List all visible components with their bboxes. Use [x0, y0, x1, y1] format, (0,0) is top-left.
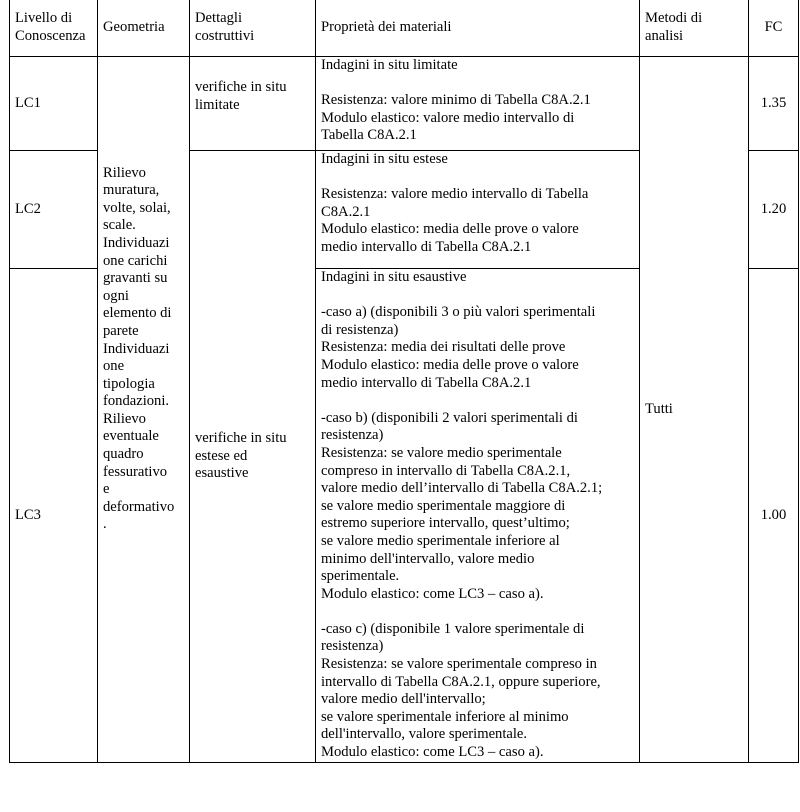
header-materials: Proprietà dei materiali — [316, 0, 640, 57]
details-shared-cell: verifiche in situ estese ed esaustive — [190, 151, 316, 763]
header-fc: FC — [749, 0, 799, 57]
methods-shared-cell: Tutti — [640, 57, 749, 763]
fc-lc2: 1.20 — [749, 151, 799, 269]
level-lc1: LC1 — [10, 57, 98, 151]
header-methods: Metodi di analisi — [640, 0, 749, 57]
materials-lc2: Indagini in situ estese Resistenza: valore medio intervallo di Tabella C8A.2.1 Modulo elastico: media delle prove o valore medio intervallo di Tabella C8A.2.1 — [316, 151, 640, 269]
materials-lc3: Indagini in situ esaustive -caso a) (disponibili 3 o più valori sperimentali di resistenza) Resistenza: media dei risultati delle prove Modulo elastico: media delle prove o valore medio intervallo di Tabella C8A.2.1 -caso b) (disponibili 2 valori sperimentali di resistenza) Resistenza: se valore medio sperimentale compreso in intervallo di Tabella C8A.2.1, valore medio dell’intervallo di Tabella C8A.2.1; se valore medio sperimentale maggiore di estremo superiore intervallo, quest’ultimo; se valore medio sperimentale inferiore al minimo dell'intervallo, valore medio sperimentale. Modulo elastico: come LC3 – caso a). -caso c) (disponibile 1 valore sperimentale di resistenza) Resistenza: se valore sperimentale compreso in intervallo di Tabella C8A.2.1, oppure superiore, valore medio dell'intervallo; se valore sperimentale inferiore al minimo dell'intervallo, valore sperimentale. Modulo elastico: come LC3 – caso a). — [316, 269, 640, 763]
details-lc1: verifiche in situ limitate — [190, 57, 316, 151]
level-lc2: LC2 — [10, 151, 98, 269]
table-row-lc1 — [10, 57, 799, 151]
fc-lc3: 1.00 — [749, 269, 799, 763]
header-geometry: Geometria — [98, 0, 190, 57]
header-row — [10, 0, 799, 57]
materials-lc1: Indagini in situ limitate Resistenza: valore minimo di Tabella C8A.2.1 Modulo elastico: valore medio intervallo di Tabella C8A.2.1 — [316, 57, 640, 151]
fc-lc1: 1.35 — [749, 57, 799, 151]
header-details: Dettagli costruttivi — [190, 0, 316, 57]
level-lc3: LC3 — [10, 269, 98, 763]
geometry-shared-cell: Rilievo muratura, volte, solai, scale. Individuazi one carichi gravanti su ogni elemento di parete Individuazi one tipologia fondazioni. Rilievo eventuale quadro fessurativo e deformativo . — [98, 57, 190, 763]
knowledge-levels-table — [9, 0, 799, 763]
header-level: Livello di Conoscenza — [10, 0, 98, 57]
